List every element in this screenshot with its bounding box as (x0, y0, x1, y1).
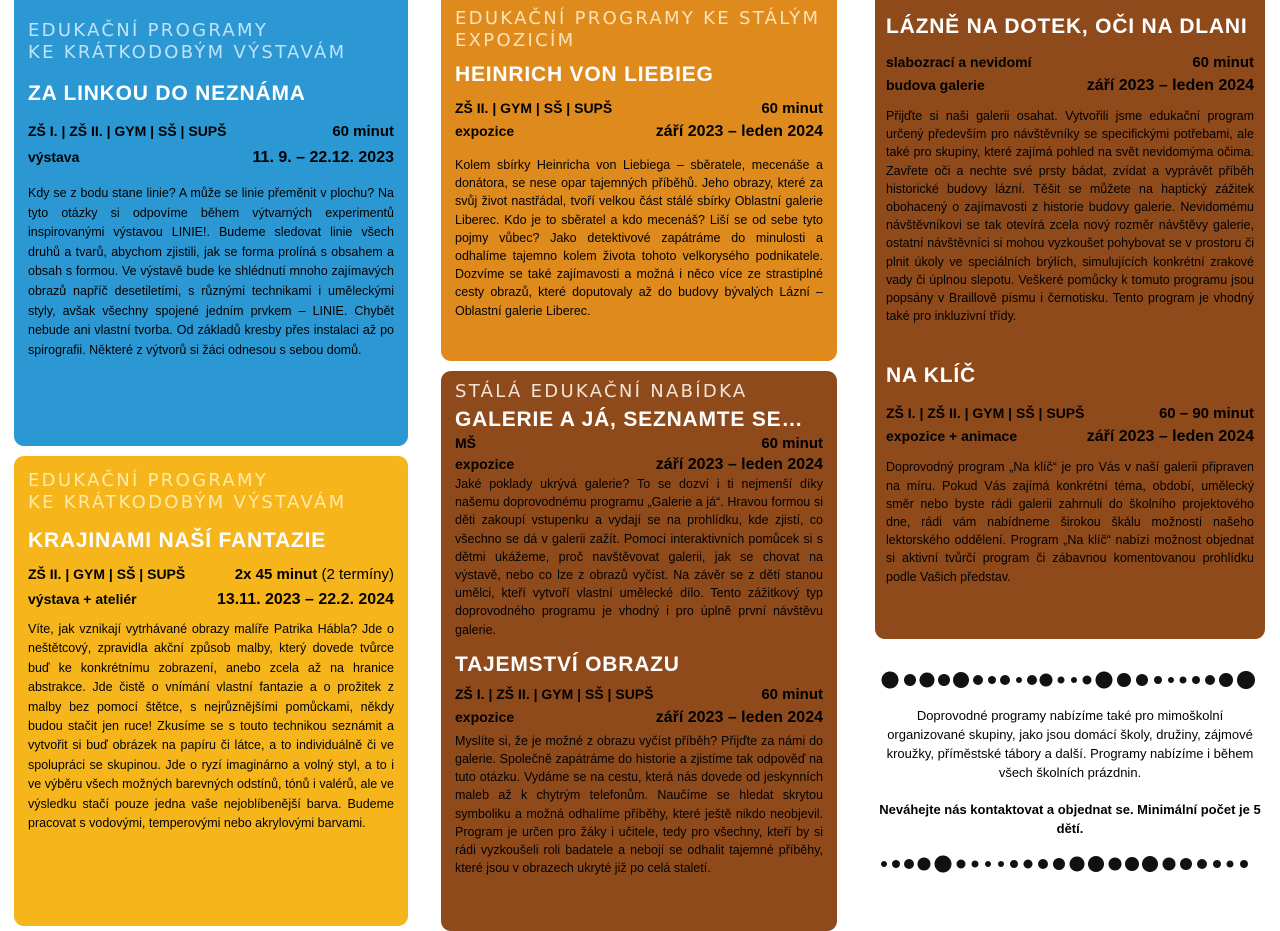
duration: 60 minut (761, 100, 823, 117)
audience: MŠ (455, 435, 476, 451)
dot (1227, 861, 1234, 868)
venue: budova galerie (886, 77, 985, 93)
program-title-na-klic: NA KLÍČ (886, 364, 976, 388)
description: Doprovodný program „Na klíč“ je pro Vás v naší galerii připraven na míru. Pokud Vás zajímá konkrétní téma, období, umělecký směr nebo byste rádi galerii zahrnuli do školního projektového dne, rádi vám nabídneme širokou škálu možností našeho lektorského oddělení. Program „Na klíč“ nabízí možnost objednat si aktivní tvůrčí program či zábavnou komentovanou prohlídku podle Vašich představ. (886, 460, 1254, 584)
dot (935, 856, 952, 873)
duration: 60 minut (332, 123, 394, 140)
meta-row-1 (886, 52, 1254, 73)
audience: ZŠ I. | ZŠ II. | GYM | SŠ | SUPŠ (886, 405, 1085, 422)
dot (1088, 856, 1104, 872)
duration: 60 – 90 minut (1158, 405, 1254, 423)
description: Přijďte si naši galerii osahat. Vytvořili jsme edukační program určený především pro návštěvníky se specifickými potřebami, ale také pro skupiny, které zajímá pohled na svět nevidomýma očima. Zavřete oči a nechte své prsty bádat, zvídat a vyprávět příběh historické budovy lázní. Těšit se můžete na haptický zážitek obohacený o zajímavosti z historie budovy galerie. Nevidomému návštěvníkovi se tak otevírá zcela nový rozměr návštěvy galerie, ostatní návštěvníci si mohou vyzkoušet pohybovat se v prostoru či plnit úkoly ve speciálních brýlích, simulujících konkrétní zrakové vady či úplnou slepotu. Veškeré pomůcky k tomuto programu jsou popsány v Braillově písmu i černotisku. Tento program je vhodný také pro inkluzivní třídy. (886, 109, 1254, 324)
dates: září 2023 – leden 2024 (1086, 428, 1254, 446)
dot (1024, 860, 1033, 869)
kicker-line-1: EDUKAČNÍ PROGRAMY KE STÁLÝM (455, 8, 821, 29)
dot (1027, 675, 1037, 685)
meta-row-1 (455, 98, 823, 119)
groups-note (878, 706, 1262, 838)
meta-row-2 (455, 454, 823, 475)
dot (1237, 671, 1255, 689)
meta-row-3 (455, 684, 823, 705)
description: Myslíte si, že je možné z obrazu vyčíst příběh? Přijďte za námi do galerie. Společně zapátráme do historie a zjistíme tak odpověď na tuto otázku. Vydáme se na cestu, která nás dovede od jeskynních maleb až k chytrým telefonům. Naučíme se hledat skrytou symboliku a možná odhalíme příběhy, které ještě nikdo neobjevil. Program je určen pro žáky i učitele, tedy pro všechny, kteří by si rádi vyzkoušeli roli badatele a nebojí se odhalit tajemné příběhy, které jsou v obrazech ukryté již po celá staletí. (455, 733, 823, 876)
dot (1125, 857, 1139, 871)
meta-row-1 (455, 433, 823, 454)
meta-row-2 (886, 75, 1254, 96)
meta-row-2 (28, 147, 394, 168)
dot (1038, 859, 1048, 869)
dot (972, 861, 979, 868)
dot (1163, 858, 1176, 871)
dot (1058, 677, 1065, 684)
audience: ZŠ I. | ZŠ II. | GYM | SŠ | SUPŠ (455, 685, 654, 702)
program-title-tajemstvi-obrazu: TAJEMSTVÍ OBRAZU (455, 652, 680, 676)
dot-row-top (880, 668, 1260, 692)
dot (904, 674, 916, 686)
dot (1240, 860, 1248, 868)
dot-row-bottom (880, 852, 1260, 876)
dot (953, 672, 969, 688)
duration: 2x 45 minut (234, 566, 318, 583)
dot (892, 860, 900, 868)
dot (1180, 677, 1187, 684)
dot (1010, 860, 1018, 868)
duration-group (235, 565, 394, 585)
dot (1142, 856, 1158, 872)
meta-row-2 (455, 121, 823, 142)
card-heinrich-von-liebieg (441, 0, 837, 361)
dot (1071, 677, 1077, 683)
dot (1040, 674, 1053, 687)
venue: expozice + animace (886, 428, 1018, 445)
card-lazne-na-dotek (875, 0, 1265, 639)
kicker-line-2: KE KRÁTKODOBÝM VÝSTAVÁM (28, 42, 347, 63)
dot (1053, 858, 1065, 870)
dot (1168, 677, 1174, 683)
program-title-lazne: LÁZNĚ NA DOTEK, OČI NA DLANI (886, 15, 1248, 38)
program-title-galerie-a-ja: GALERIE A JÁ, SEZNAMTE SE… (455, 408, 804, 431)
dot (1096, 672, 1113, 689)
meta-row-3 (886, 403, 1254, 424)
meta-row-4 (455, 707, 823, 728)
dates: 13.11. 2023 – 22.2. 2024 (216, 591, 394, 608)
kicker-line-1: EDUKAČNÍ PROGRAMY (28, 470, 269, 491)
dot (881, 861, 887, 867)
dot (1117, 673, 1131, 687)
program-title: HEINRICH VON LIEBIEG (455, 63, 714, 86)
dot (1205, 675, 1215, 685)
audience: ZŠ II. | GYM | SŠ | SUPŠ (28, 566, 186, 582)
dot (904, 859, 914, 869)
program-title: KRAJINAMI NAŠÍ FANTAZIE (28, 529, 327, 552)
dot (1213, 860, 1221, 868)
dot (988, 676, 996, 684)
dot (998, 861, 1004, 867)
dot (1109, 858, 1122, 871)
card-za-linkou-do-neznama (14, 0, 408, 446)
description: Kdy se z bodu stane linie? A může se linie přeměnit v plochu? Na tyto otázky si odpovíme během výtvarných experimentů inspirovanými výstavou LINIE!. Budeme sledovat linie všech druhů a tvarů, abychom zjistili, jak se forma prolíná s obsahem a obsah s formou. Ve výstavě bude ke shlédnutí mnoho zajímavých obrazů napříč desetiletími, s různými technikami i uměleckými styly, avšak všechny spojené jedním prvkem – LINIE. Chybět nebude ani vlastní tvorba. Od základů kresby přes instalaci až po spirografii. Některé z výtvorů si žáci odnesou s sebou domů. (28, 186, 394, 357)
dot (1000, 675, 1010, 685)
venue: expozice (455, 123, 515, 139)
venue: expozice (455, 708, 515, 725)
duration: 60 minut (761, 685, 823, 703)
kicker: STÁLÁ EDUKAČNÍ NABÍDKA (455, 381, 748, 402)
dates: září 2023 – leden 2024 (655, 123, 823, 140)
dates: 11. 9. – 22.12. 2023 (252, 149, 394, 166)
dot (918, 858, 931, 871)
dot (973, 675, 983, 685)
dot (1016, 677, 1022, 683)
duration: 60 minut (761, 435, 823, 452)
duration: 60 minut (1192, 54, 1254, 71)
description: Kolem sbírky Heinricha von Liebiega – sběratele, mecenáše a donátora, se nese opar tajemných příběhů. Jeho obrazy, které za svůj život nastřádal, tvoří velkou část stálé sbírky Oblastní galerie Liberec. Kdo je to sběratel a kdo mecenáš? Liší se od sebe tyto pojmy vůbec? Jako detektivové zapátráme do minulosti a odhalíme tajemno kolem života tohoto velkorysého podnikatele. Dozvíme se také zajímavosti a možná i něco více ze strastiplné cesty obrazů, které doputovaly až do budovy bývalých Lázní – Oblastní galerie Liberec. (455, 158, 823, 318)
audience: ZŠ II. | GYM | SŠ | SUPŠ (455, 100, 613, 116)
dot (1219, 673, 1233, 687)
dot (920, 673, 935, 688)
card-stala-edukacni-nabidka (441, 371, 837, 931)
note-paragraph-2: Neváhejte nás kontaktovat a objednat se. Minimální počet je 5 dětí. (879, 802, 1261, 836)
kicker-line-2: KE KRÁTKODOBÝM VÝSTAVÁM (28, 492, 347, 513)
dot (1070, 857, 1085, 872)
dot (1192, 676, 1200, 684)
meta-row-4 (886, 426, 1254, 447)
note-paragraph-1: Doprovodné programy nabízíme také pro mimoškolní organizované skupiny, jako jsou domácí školy, družiny, zájmové kroužky, příměstské tábory a další. Programy nabízíme i během všech školních prázdnin. (886, 708, 1254, 780)
dot (1154, 676, 1162, 684)
meta-row-1 (28, 121, 394, 142)
kicker-line-1: EDUKAČNÍ PROGRAMY (28, 20, 269, 41)
audience: slabozrací a nevidomí (886, 54, 1032, 70)
dates: září 2023 – leden 2024 (655, 708, 823, 726)
meta-row-1 (28, 564, 394, 585)
card-krajinami-nasi-fantazie (14, 456, 408, 926)
meta-row-2 (28, 589, 394, 610)
program-title: ZA LINKOU DO NEZNÁMA (28, 82, 306, 105)
dot (1197, 859, 1207, 869)
duration-note: (2 termíny) (321, 566, 394, 583)
dot (938, 674, 950, 686)
description: Víte, jak vznikají vytrhávané obrazy malíře Patrika Hábla? Jde o neštětcový, zpravidla akční způsob malby, který dovede tvůrce buď ke konkrétnímu zobrazení, anebo zcela až na hranice abstrakce. Jde čistě o vnímání vlastní fantazie a o prožitek z malby bez pomocí štětce, s nejrůznějšími pomůckami, někdy budou stačit jen ruce! Zkusíme se s touto technikou seznámit a vytvořit si buď obrázek na papíru či látce, a to individuálně či ve spolupráci se skupinou. Jde o ryzí imaginárno a volný styl, a to i ve výběru všech možných barevných odstínů, tónů i valérů, ale ve výsledku stačí pouze jedna vaše nejoblíbenější barva. Budeme pracovat s vodovými, temperovými nebo akrylovými barvami. (28, 622, 394, 831)
venue: výstava (28, 149, 80, 165)
dot (1083, 676, 1092, 685)
dot (957, 860, 966, 869)
venue: výstava + ateliér (28, 591, 137, 607)
audience: ZŠ I. | ZŠ II. | GYM | SŠ | SUPŠ (28, 123, 227, 139)
dates: září 2023 – leden 2024 (655, 456, 823, 473)
description: Jaké poklady ukrývá galerie? To se dozví i ti nejmenší díky našemu doprovodnému programu „Galerie a já“. Hravou formou si děti zakoupí vstupenku a vydají se na prohlídku, kde zjistí, co všechno se dá v galerii zažít. Pomocí interaktivních pomůcek si s dětmi ukážeme, proč navštěvovat galerii, jak se chovat na výstavě, nebo co lze z obrazů vyčíst. Na závěr se z dětí stanou umělci, kteří vytvoří vlastní umělecké dílo. Tento zážitkový typ doprovodného programu je vhodný i pro úplně první návštěvu galerie. (455, 477, 823, 637)
dot (882, 672, 899, 689)
dates: září 2023 – leden 2024 (1086, 77, 1254, 94)
dot (1136, 674, 1148, 686)
kicker-line-2: EXPOZICÍM (455, 30, 576, 51)
dot (985, 861, 991, 867)
dot (1180, 858, 1192, 870)
venue: expozice (455, 456, 515, 472)
